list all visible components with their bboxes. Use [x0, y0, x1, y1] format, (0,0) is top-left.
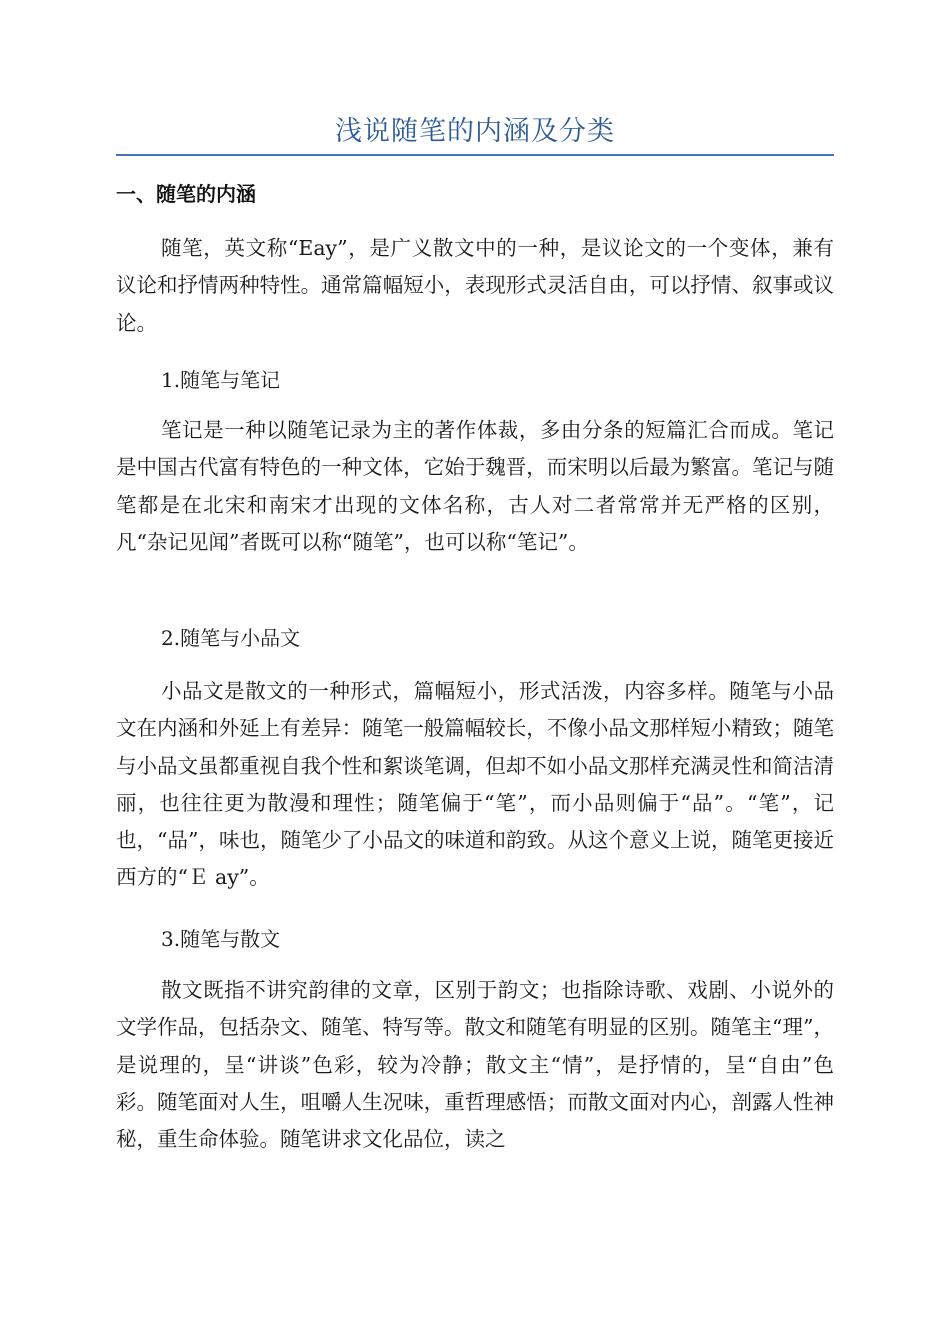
subheading-xiaopinwen: 2.随笔与小品文	[161, 626, 301, 650]
title-underline	[116, 154, 834, 156]
paragraph-intro: 随笔，英文称“Eay”，是广义散文中的一种，是议论文的一个变体，兼有议论和抒情两种特性。通常篇幅短小，表现形式灵活自由，可以抒情、叙事或议论。	[116, 236, 834, 335]
paragraph-xiaopinwen: 小品文是散文的一种形式，篇幅短小，形式活泼，内容多样。随笔与小品文在内涵和外延上有差异：随笔一般篇幅较长，不像小品文那样短小精致；随笔与小品文虽都重视自我个性和絮谈笔调，但却不如小品文那样充满灵性和简洁清丽，也往往更为散漫和理性；随笔偏于“笔”，而小品则偏于“品”。“笔”，记也，“品”，味也，随笔少了小品文的味道和韵致。从这个意义上说，随笔更接近西方的“Ｅ ay”。	[116, 679, 834, 890]
document-title: 浅说随笔的内涵及分类	[335, 116, 615, 147]
paragraph-biji: 笔记是一种以随笔记录为主的著作体裁，多由分条的短篇汇合而成。笔记是中国古代富有特色的一种文体，它始于魏晋，而宋明以后最为繁富。笔记与随笔都是在北宋和南宋才出现的文体名称，古人对二者常常并无严格的区别，凡“杂记见闻”者既可以称“随笔”，也可以称“笔记”。	[116, 418, 834, 554]
paragraph-sanwen: 散文既指不讲究韵律的文章，区别于韵文；也指除诗歌、戏剧、小说外的文学作品，包括杂文、随笔、特写等。散文和随笔有明显的区别。随笔主“理”，是说理的，呈“讲谈”色彩，较为冷静；散文主“情”，是抒情的，呈“自由”色彩。随笔面对人生，咀嚼人生况味，重哲理感悟；而散文面对内心，剖露人性神秘，重生命体验。随笔讲求文化品位，读之	[116, 978, 834, 1152]
subheading-sanwen: 3.随笔与散文	[161, 927, 281, 951]
subheading-biji: 1.随笔与笔记	[161, 368, 281, 392]
section-heading: 一、随笔的内涵	[116, 182, 256, 206]
